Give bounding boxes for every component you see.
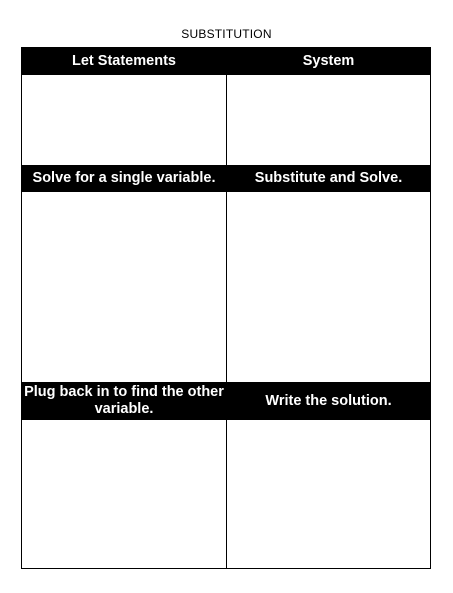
cell-body-plug-back-in[interactable] [22, 420, 226, 568]
cell-header-plug-back-in: Plug back in to find the other variable. [24, 384, 224, 417]
cell-header-substitute-and-solve: Substitute and Solve. [254, 170, 403, 186]
cell-header-solve-single-variable: Solve for a single variable. [32, 170, 216, 186]
document-title: SUBSTITUTION [181, 27, 272, 41]
cell-header-system: System [302, 53, 355, 69]
substitution-worksheet-grid [21, 47, 431, 569]
cell-body-let-statements[interactable] [22, 75, 226, 165]
cell-body-solve-single-variable[interactable] [22, 192, 226, 382]
column-divider [226, 48, 227, 568]
cell-body-write-solution[interactable] [227, 420, 430, 568]
cell-header-write-solution: Write the solution. [265, 392, 392, 409]
cell-body-substitute-and-solve[interactable] [227, 192, 430, 382]
cell-header-let-statements: Let Statements [72, 53, 176, 69]
cell-body-system[interactable] [227, 75, 430, 165]
